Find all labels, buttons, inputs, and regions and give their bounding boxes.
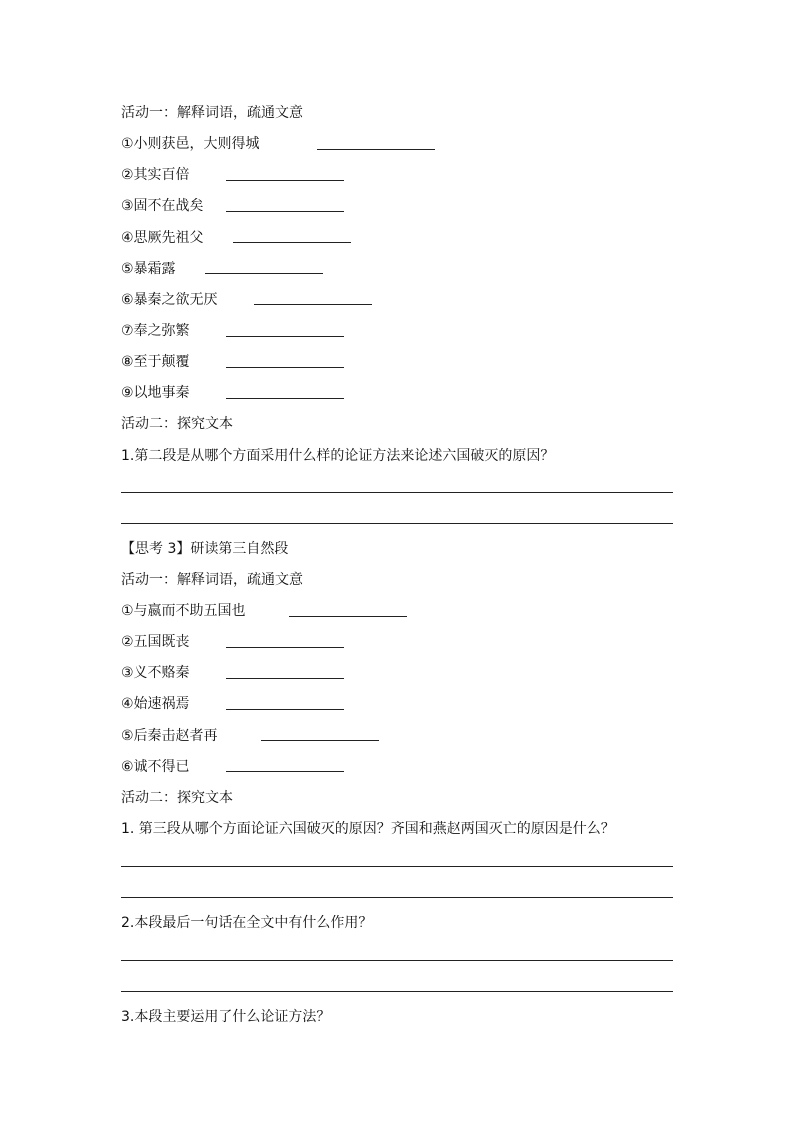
vocab-item: ④思厥先祖父	[121, 230, 204, 246]
activity2-title: 活动二：探究文本	[121, 790, 233, 806]
answer-blank[interactable]	[289, 616, 407, 617]
activity1-title: 活动一：解释词语，疏通文意	[121, 105, 303, 121]
vocab-item: ⑦奉之弥繁	[121, 323, 190, 339]
vocab-item: ⑨以地事秦	[121, 385, 190, 401]
answer-blank[interactable]	[233, 242, 351, 243]
answer-blank[interactable]	[261, 740, 379, 741]
answer-blank[interactable]	[226, 771, 344, 772]
answer-line[interactable]	[121, 897, 673, 898]
activity2-title: 活动二：探究文本	[121, 416, 233, 432]
answer-blank[interactable]	[317, 149, 435, 150]
answer-blank[interactable]	[226, 678, 344, 679]
vocab-item: ①与嬴而不助五国也	[121, 603, 246, 619]
vocab-item: ⑧至于颠覆	[121, 354, 190, 370]
answer-blank[interactable]	[226, 367, 344, 368]
vocab-item: ①小则获邑，大则得城	[121, 136, 260, 152]
section-heading: 【思考 3】研读第三自然段	[121, 541, 289, 557]
activity1-title: 活动一：解释词语，疏通文意	[121, 572, 303, 588]
vocab-item: ⑤后秦击赵者再	[121, 728, 218, 744]
answer-blank[interactable]	[226, 398, 344, 399]
vocab-item: ④始速祸焉	[121, 696, 190, 712]
answer-blank[interactable]	[226, 336, 344, 337]
answer-line[interactable]	[121, 492, 673, 493]
answer-blank[interactable]	[226, 180, 344, 181]
question-2: 2.本段最后一句话在全文中有什么作用？	[121, 915, 373, 931]
vocab-item: ③义不赂秦	[121, 665, 190, 681]
vocab-item: ⑤暴霜露	[121, 261, 176, 277]
answer-line[interactable]	[121, 866, 673, 867]
answer-blank[interactable]	[226, 709, 344, 710]
answer-line[interactable]	[121, 523, 673, 524]
question-3: 3.本段主要运用了什么论证方法？	[121, 1009, 331, 1025]
vocab-item: ③固不在战矣	[121, 198, 204, 214]
answer-line[interactable]	[121, 960, 673, 961]
answer-blank[interactable]	[205, 273, 323, 274]
vocab-item: ⑥诚不得已	[121, 759, 190, 775]
answer-line[interactable]	[121, 991, 673, 992]
answer-blank[interactable]	[254, 304, 372, 305]
vocab-item: ⑥暴秦之欲无厌	[121, 292, 218, 308]
vocab-item: ②五国既丧	[121, 634, 190, 650]
answer-blank[interactable]	[226, 647, 344, 648]
question-1: 1. 第三段从哪个方面论证六国破灭的原因？齐国和燕赵两国灭亡的原因是什么？	[121, 821, 615, 837]
question-1: 1.第二段是从哪个方面采用什么样的论证方法来论述六国破灭的原因？	[121, 448, 555, 464]
vocab-item: ②其实百倍	[121, 167, 190, 183]
answer-blank[interactable]	[226, 211, 344, 212]
